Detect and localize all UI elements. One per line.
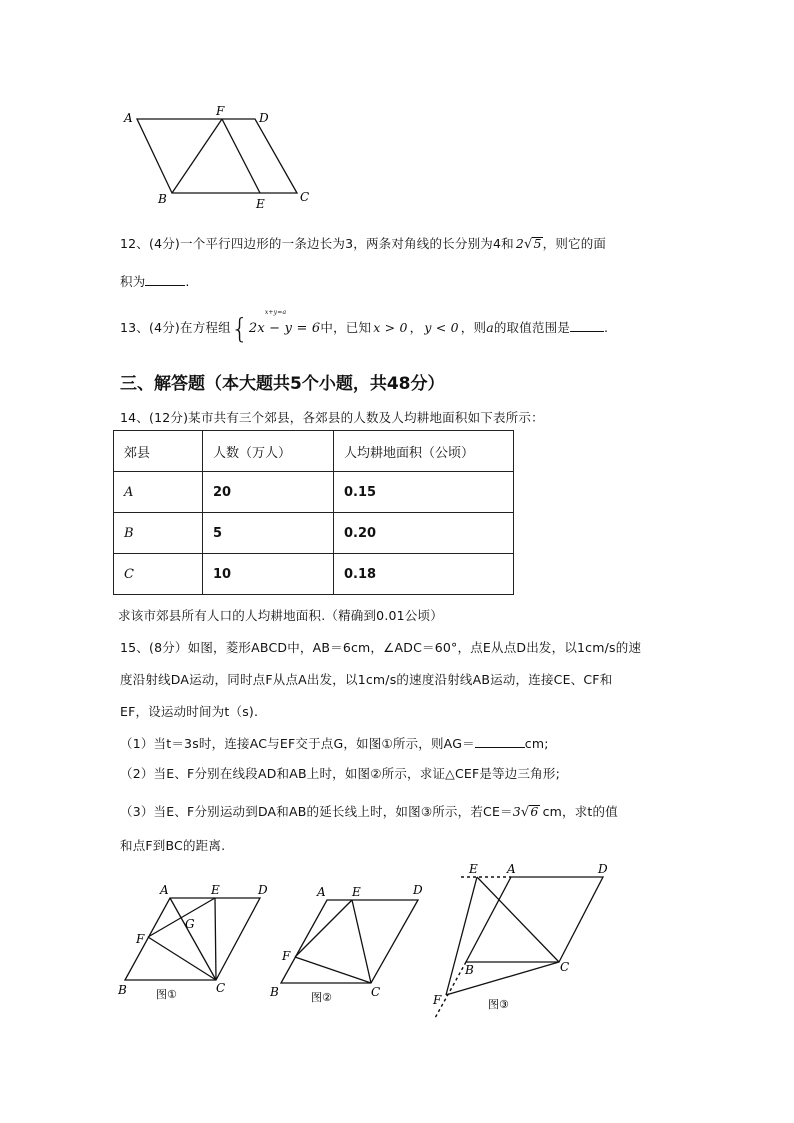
q12-text-b: ，则它的面 [542, 236, 607, 251]
q12-coef: 2 [515, 236, 524, 251]
q13-eq-top: x+y=a [264, 309, 287, 316]
fig1-label-e: E [211, 883, 220, 897]
label-b: B [158, 192, 167, 206]
label-f: F [216, 104, 225, 118]
table-cell: 10 [203, 554, 334, 595]
segment-fe [222, 119, 260, 193]
fig2-caption: 图② [311, 991, 332, 1004]
rhombus-abcd [466, 877, 603, 962]
q15-part2: （2）当E、F分别在线段AD和AB上时，如图②所示，求证△CEF是等边三角形; [120, 766, 560, 781]
q15-line2: 度沿射线DA运动，同时点F从点A出发，以1cm/s的速度沿射线AB运动，连接CE、CF和 [120, 672, 613, 687]
q14-text: 某市共有三个郊县，各郊县的人数及人均耕地面积如下表所示： [188, 410, 544, 425]
fig3-label-c: C [560, 960, 570, 974]
q13-number: 13、(4分) [120, 320, 181, 335]
q14-ask: 求该市郊县所有人口的人均耕地面积.（精确到0.01公顷） [118, 608, 443, 623]
q13-cond-y: y < 0 [424, 320, 459, 335]
table-cell: 5 [203, 513, 334, 554]
q15-part3-text-b: cm，求t的值 [542, 804, 618, 819]
fig2-label-c: C [371, 985, 381, 999]
q14-number: 14、(12分) [120, 410, 189, 425]
q13-text-b: 中，已知 [320, 320, 372, 335]
q13-text-d: 的取值范围是 [493, 320, 571, 335]
figure-3 [425, 858, 625, 1023]
question-13 [120, 309, 609, 345]
segment-fc [295, 957, 371, 983]
q13-text-c: ，则 [460, 320, 487, 335]
brace-icon: { [230, 312, 249, 345]
fig3-label-d: D [598, 862, 608, 876]
fig2-label-a: A [317, 885, 326, 899]
q12-text-a: 一个平行四边形的一条边长为3，两条对角线的长分别为4和 [180, 236, 514, 251]
fig1-label-a: A [160, 883, 169, 897]
q13-answer-blank[interactable] [570, 319, 604, 332]
fig3-label-b: B [465, 963, 474, 977]
q15-part1-blank[interactable] [475, 735, 525, 748]
question-12-line2 [120, 272, 190, 290]
fig2-label-f: F [282, 949, 291, 963]
label-e: E [256, 197, 265, 211]
rhombus-abcd [281, 900, 418, 983]
fig1-label-b: B [118, 983, 127, 997]
table-header-cell: 郊县 [114, 431, 203, 472]
sqrt-icon: √ [520, 805, 530, 820]
segment-bf [172, 119, 222, 193]
q15-part3-text-a: （3）当E、F分别运动到DA和AB的延长线上时，如图③所示，若CE＝ [120, 804, 513, 819]
q15-part1 [120, 734, 549, 752]
q13-text-a: 在方程组 [180, 320, 231, 335]
segment-fc [446, 962, 559, 995]
segment-ef [148, 898, 215, 937]
figure-2 [265, 880, 435, 1005]
q12-end: . [185, 274, 190, 289]
label-c: C [300, 190, 310, 204]
segment-ef [295, 900, 352, 957]
table-cell: 0.20 [334, 513, 514, 554]
section-3-title: 三、解答题（本大题共5个小题，共48分） [120, 374, 445, 394]
figure-1 [112, 880, 272, 1005]
table-header-row [114, 431, 514, 472]
table-row [114, 554, 514, 595]
figure-top-parallelogram [115, 100, 325, 215]
sqrt-icon: √ [523, 237, 533, 252]
question-12-line1 [120, 234, 606, 252]
fig2-label-d: D [413, 883, 423, 897]
label-a: A [124, 111, 133, 125]
q15-part3-line2: 和点F到BC的距离. [120, 838, 226, 853]
q13-cond-x: x > 0 [373, 320, 408, 335]
q13-sep: ， [409, 320, 423, 335]
q15-part3 [120, 802, 618, 820]
table-cell: C [114, 554, 203, 595]
fig1-label-d: D [258, 883, 268, 897]
segment-ef [446, 877, 477, 995]
q15-line1: 15、(8分）如图，菱形ABCD中，AB＝6cm，∠ADC＝60°，点E从点D出发，以1cm/s的速 [120, 640, 642, 655]
fig1-label-g: G [185, 917, 195, 931]
fig3-label-f: F [433, 993, 442, 1007]
segment-ec [477, 877, 559, 962]
table-cell: 0.15 [334, 472, 514, 513]
q13-var-a: a [486, 320, 494, 335]
table-cell: 20 [203, 472, 334, 513]
fig3-label-a: A [507, 862, 516, 876]
q14-table [113, 430, 514, 595]
table-row [114, 513, 514, 554]
q12-text-c: 积为 [120, 274, 146, 289]
q15-line3: EF，设运动时间为t（s). [120, 704, 259, 719]
table-cell: B [114, 513, 203, 554]
q15-part1-unit: cm; [524, 736, 549, 751]
fig3-label-e: E [469, 862, 478, 876]
q15-part1-text: （1）当t＝3s时，连接AC与EF交于点G，如图①所示，则AG＝ [120, 736, 475, 751]
table-cell: A [114, 472, 203, 513]
segment-ec [215, 898, 216, 980]
q13-end: . [604, 320, 609, 335]
table-header-cell: 人均耕地面积（公顷） [334, 431, 514, 472]
q12-answer-blank[interactable] [145, 273, 185, 286]
parallelogram-abcd [137, 119, 297, 193]
q15-part3-radicand: 6 [530, 804, 539, 819]
fig2-label-b: B [270, 985, 279, 999]
q13-eq-main: 2x − y = 6 [248, 321, 321, 336]
segment-fc [148, 937, 216, 980]
q12-radicand: 5 [533, 236, 542, 251]
fig1-label-c: C [216, 981, 226, 995]
segment-ec [352, 900, 371, 983]
fig3-caption: 图③ [488, 998, 509, 1011]
q12-number: 12、(4分) [120, 236, 181, 251]
fig1-caption: 图① [156, 988, 177, 1001]
table-header-cell: 人数（万人） [203, 431, 334, 472]
fig1-label-f: F [136, 932, 145, 946]
table-cell: 0.18 [334, 554, 514, 595]
table-row [114, 472, 514, 513]
fig2-label-e: E [352, 885, 361, 899]
label-d: D [259, 111, 269, 125]
question-14 [120, 408, 544, 426]
q15-part3-coef: 3 [512, 804, 521, 819]
